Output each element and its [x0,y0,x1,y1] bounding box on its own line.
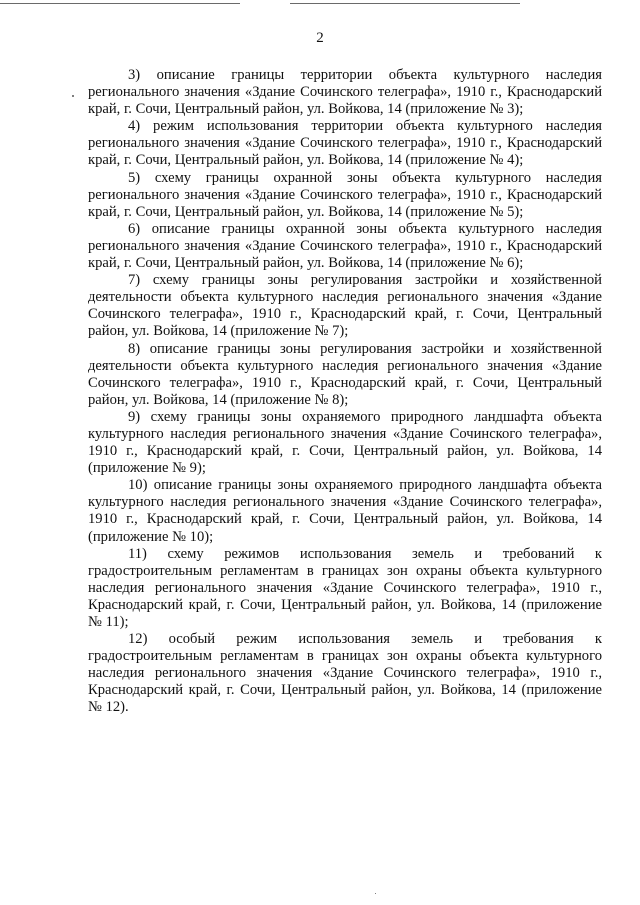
list-item-3: 3) описание границы территории объекта культурного наследия регионального значения «Здание Сочинского телеграфа», 1910 г., Краснодарский край, г. Сочи, Центральный район, ул. Войкова, 14 (приложение № 3); [88,67,602,118]
list-item-12: 12) особый режим использования земель и требования к градостроительным регламентам в границах зон охраны объекта культурного наследия регионального значения «Здание Сочинского телеграфа», 1910 г., Краснодарский край, г. Сочи, Центральный район, ул. Войкова, 14 (приложение № 12). [88,631,602,716]
scan-speck [72,95,74,97]
list-item-9: 9) схему границы зоны охраняемого природного ландшафта объекта культурного наследия регионального значения «Здание Сочинского телеграфа», 1910 г., Краснодарский край, г. Сочи, Центральный район, ул. Войкова, 14 (приложение № 9); [88,408,602,477]
scan-speck [375,893,376,894]
list-item-5: 5) схему границы охранной зоны объекта культурного наследия регионального значения «Здание Сочинского телеграфа», 1910 г., Краснодарский край, г. Сочи, Центральный район, ул. Войкова, 14 (приложение № 5); [88,169,602,220]
list-item-8: 8) описание границы зоны регулирования застройки и хозяйственной деятельности объекта культурного наследия регионального значения «Здание Сочинского телеграфа», 1910 г., Краснодарский край, г. Сочи, Центральный район, ул. Войкова, 14 (приложение № 8); [88,340,602,408]
list-item-4: 4) режим использования территории объекта культурного наследия регионального значения «Здание Сочинского телеграфа», 1910 г., Краснодарский край, г. Сочи, Центральный район, ул. Войкова, 14 (приложение № 4); [88,118,602,169]
list-item-7: 7) схему границы зоны регулирования застройки и хозяйственной деятельности объекта культурного наследия регионального значения «Здание Сочинского телеграфа», 1910 г., Краснодарский край, г. Сочи, Центральный район, ул. Войкова, 14 (приложение № 7); [88,272,602,340]
list-item-10: 10) описание границы зоны охраняемого природного ландшафта объекта культурного наследия регионального значения «Здание Сочинского телеграфа», 1910 г., Краснодарский край, г. Сочи, Центральный район, ул. Войкова, 14 (приложение № 10); [88,477,602,545]
page-number: 2 [316,30,324,46]
document-body [88,67,602,717]
top-rule-right [290,3,520,4]
list-item-11: 11) схему режимов использования земель и требований к градостроительным регламентам в границах зон охраны объекта культурного наследия регионального значения «Здание Сочинского телеграфа», 1910 г., Краснодарский край, г. Сочи, Центральный район, ул. Войкова, 14 (приложение № 11); [88,545,602,630]
top-rule-left [0,3,240,4]
list-item-6: 6) описание границы охранной зоны объекта культурного наследия регионального значения «Здание Сочинского телеграфа», 1910 г., Краснодарский край, г. Сочи, Центральный район, ул. Войкова, 14 (приложение № 6); [88,220,602,272]
